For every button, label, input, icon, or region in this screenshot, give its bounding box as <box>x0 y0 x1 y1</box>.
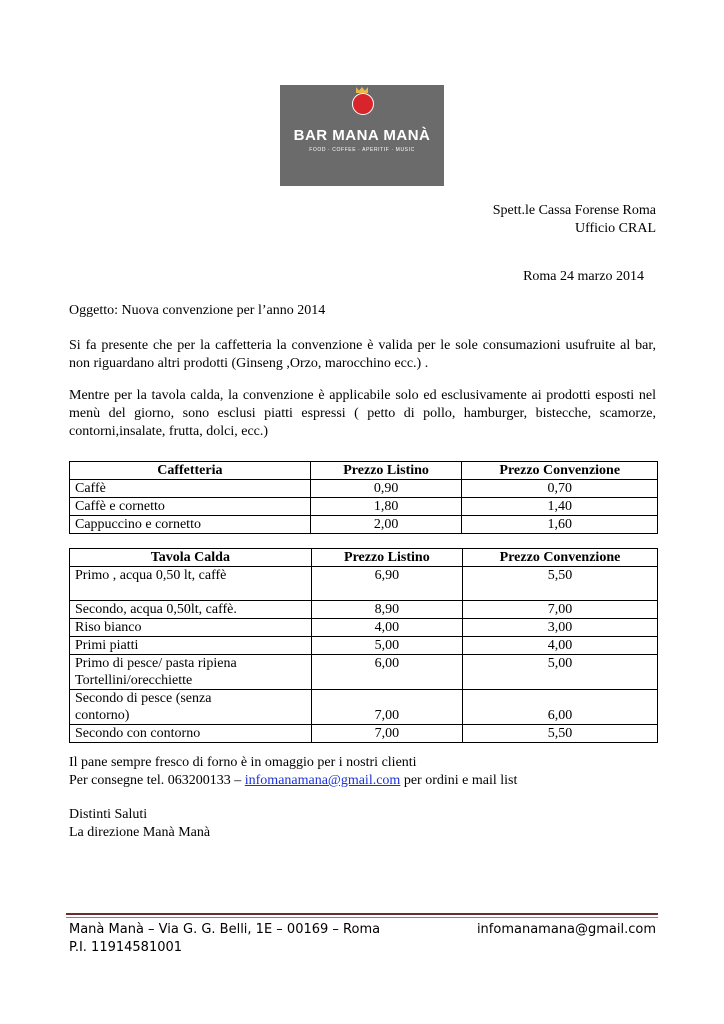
footer-divider <box>66 913 658 915</box>
table-row <box>70 725 658 743</box>
item-name-line: Secondo di pesce (senza <box>75 691 212 706</box>
table-row <box>70 637 658 655</box>
table-row <box>70 498 658 516</box>
logo-tagline: FOOD · COFFEE · APERITIF · MUSIC <box>309 147 415 153</box>
bread-note: Il pane sempre fresco di forno è in omaggio per i nostri clienti <box>69 755 417 770</box>
bar-logo <box>280 85 444 186</box>
list-price: 8,90 <box>311 601 462 619</box>
logo-brand: BAR MANA MANÀ <box>293 127 431 144</box>
item-name-line: Tortellini/orecchiette <box>75 673 193 688</box>
signature: La direzione Manà Manà <box>69 825 211 840</box>
order-note-suffix: per ordini e mail list <box>400 773 518 788</box>
item-name: Riso bianco <box>70 619 312 637</box>
recipient-line-1: Spett.le Cassa Forense Roma <box>492 203 656 218</box>
footer-email: infomanamana@gmail.com <box>476 922 656 937</box>
list-price: 7,00 <box>311 690 462 725</box>
table-header: Prezzo Listino <box>311 549 462 567</box>
list-price: 7,00 <box>311 725 462 743</box>
list-price: 1,80 <box>310 498 462 516</box>
table-header: Prezzo Listino <box>310 462 462 480</box>
table-row <box>70 480 658 498</box>
agreement-price: 5,50 <box>463 567 658 601</box>
table-row <box>70 516 658 534</box>
paragraph-caffetteria: Si fa presente che per la caffetteria la convenzione è valida per le sole consumazioni usufruite al bar, non riguardano altri prodotti (Ginseng ,Orzo, marocchino ecc.) . <box>69 338 656 371</box>
list-price: 2,00 <box>310 516 462 534</box>
item-name <box>70 655 312 690</box>
list-price: 0,90 <box>310 480 462 498</box>
item-name: Caffè e cornetto <box>70 498 311 516</box>
table-header-row <box>70 462 658 480</box>
agreement-price: 5,50 <box>463 725 658 743</box>
table-header: Caffetteria <box>70 462 311 480</box>
letter-date: Roma 24 marzo 2014 <box>523 269 644 284</box>
list-price: 6,90 <box>311 567 462 601</box>
item-name: Caffè <box>70 480 311 498</box>
agreement-price: 4,00 <box>463 637 658 655</box>
email-link[interactable]: infomanamana@gmail.com <box>244 773 401 788</box>
item-name: Secondo, acqua 0,50lt, caffè. <box>70 601 312 619</box>
agreement-price: 1,40 <box>462 498 658 516</box>
salutation: Distinti Saluti <box>69 807 148 822</box>
item-name-line: contorno) <box>75 708 130 723</box>
order-note <box>69 773 517 789</box>
paragraph-tavola-calda: Mentre per la tavola calda, la convenzione è applicabile solo ed esclusivamente ai prodotti esposti nel menù del giorno, sono esclusi piatti espressi ( petto di pollo, hamburger, bistecche, scamorze, contorni,insalate, frutta, dolci, ecc.) <box>69 388 656 439</box>
item-name-line: Primo di pesce/ pasta ripiena <box>75 656 237 671</box>
table-row <box>70 619 658 637</box>
agreement-price: 0,70 <box>462 480 658 498</box>
list-price: 4,00 <box>311 619 462 637</box>
table-row <box>70 690 658 725</box>
agreement-price: 5,00 <box>463 655 658 690</box>
list-price: 6,00 <box>311 655 462 690</box>
agreement-price: 3,00 <box>463 619 658 637</box>
table-row <box>70 655 658 690</box>
agreement-price: 6,00 <box>463 690 658 725</box>
table-header: Tavola Calda <box>70 549 312 567</box>
tavola-calda-price-table <box>69 548 658 743</box>
item-name <box>70 690 312 725</box>
letter-subject: Oggetto: Nuova convenzione per l’anno 2014 <box>69 303 326 318</box>
footer-divider <box>66 917 658 918</box>
agreement-price: 1,60 <box>462 516 658 534</box>
table-header: Prezzo Convenzione <box>462 462 658 480</box>
table-header-row <box>70 549 658 567</box>
footer-address: Manà Manà – Via G. G. Belli, 1E – 00169 – Roma <box>69 922 381 937</box>
table-row <box>70 601 658 619</box>
list-price: 5,00 <box>311 637 462 655</box>
item-name: Primi piatti <box>70 637 312 655</box>
table-row <box>70 567 658 601</box>
item-name: Primo , acqua 0,50 lt, caffè <box>70 567 312 601</box>
recipient-line-2: Ufficio CRAL <box>574 221 656 236</box>
agreement-price: 7,00 <box>463 601 658 619</box>
logo-badge-icon <box>352 93 374 115</box>
item-name: Secondo con contorno <box>70 725 312 743</box>
order-note-prefix: Per consegne tel. 063200133 – <box>69 773 245 788</box>
caffetteria-price-table <box>69 461 658 534</box>
item-name: Cappuccino e cornetto <box>70 516 311 534</box>
footer-vat: P.I. 11914581001 <box>69 940 183 955</box>
table-header: Prezzo Convenzione <box>463 549 658 567</box>
